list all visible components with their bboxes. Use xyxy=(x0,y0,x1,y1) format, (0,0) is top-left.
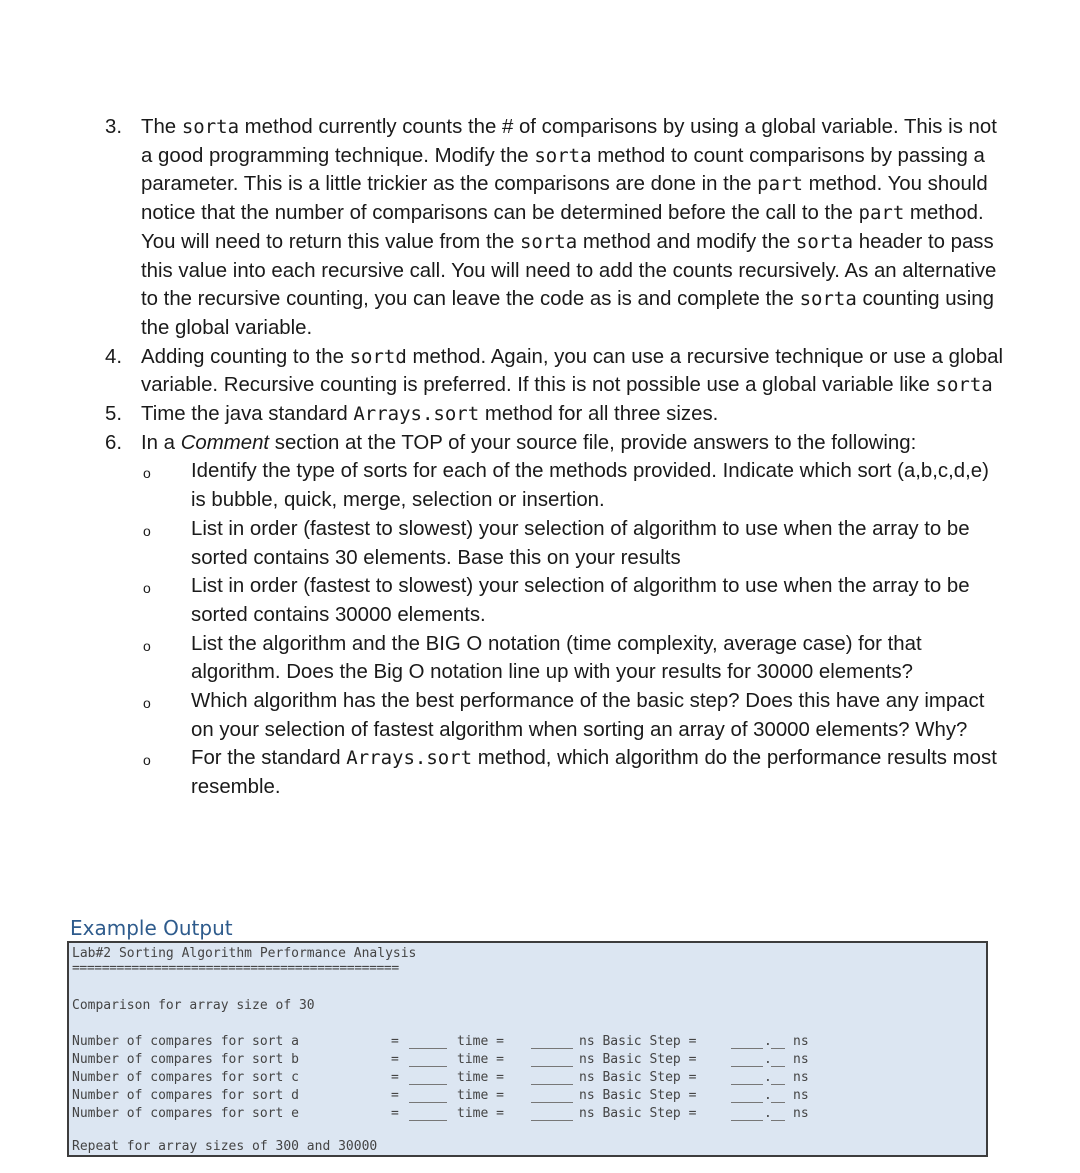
row-equals: = xyxy=(391,1106,399,1121)
bullet-icon: o xyxy=(143,580,151,597)
question-text xyxy=(191,457,1005,514)
bullet-icon: o xyxy=(143,637,151,654)
row-basic-step-label: ns Basic Step = xyxy=(579,1052,697,1067)
answer-blank xyxy=(731,1102,763,1103)
text-run: In a xyxy=(141,431,181,454)
code-term: part xyxy=(858,202,905,225)
text-run: method, which algorithm do the performance results most resemble. xyxy=(191,747,997,799)
answer-blank xyxy=(531,1102,573,1103)
output-row xyxy=(69,1106,986,1124)
question-list xyxy=(141,457,1005,801)
text-run: Adding counting to the xyxy=(141,345,350,368)
answer-blank xyxy=(409,1066,447,1067)
output-separator: ============================================ xyxy=(72,961,399,976)
item-number: 4. xyxy=(105,345,123,368)
row-label: Number of compares for sort c xyxy=(72,1070,299,1085)
text-run: method for all three sizes. xyxy=(479,403,719,426)
row-decimal-point: . xyxy=(764,1106,772,1121)
row-basic-step-label: ns Basic Step = xyxy=(579,1106,697,1121)
bullet-icon: o xyxy=(143,522,151,539)
row-unit: ns xyxy=(793,1034,809,1049)
answer-blank xyxy=(531,1084,573,1085)
question-item xyxy=(141,572,1005,629)
row-time-label: time = xyxy=(457,1088,504,1103)
instruction-item xyxy=(105,343,1005,400)
text-run: The xyxy=(141,116,182,138)
text-run: Time the java standard xyxy=(141,403,354,426)
code-term: sorta xyxy=(181,116,240,138)
question-text xyxy=(191,744,1005,801)
bullet-icon: o xyxy=(143,695,151,712)
answer-blank xyxy=(731,1066,763,1067)
row-equals: = xyxy=(391,1034,399,1049)
row-decimal-point: . xyxy=(764,1070,772,1085)
answer-blank xyxy=(531,1120,573,1121)
text-run: method and modify the xyxy=(577,230,796,253)
text-run: counting using the global variable. xyxy=(141,288,994,339)
answer-blank xyxy=(771,1120,785,1121)
question-text xyxy=(191,515,1005,572)
answer-blank xyxy=(531,1048,573,1049)
output-comparison-line: Comparison for array size of 30 xyxy=(72,998,315,1013)
text-run: List the algorithm and the BIG O notation (time complexity, average case) for that algorithm. Does the Big O notation line up with your results for 30000 elements? xyxy=(191,632,922,684)
row-unit: ns xyxy=(793,1088,809,1103)
example-output-title: Example Output xyxy=(70,916,233,940)
answer-blank xyxy=(531,1066,573,1067)
row-decimal-point: . xyxy=(764,1034,772,1049)
item-number: 3. xyxy=(105,116,123,138)
text-run: method. Again, you can use a recursive technique or use a global variable. Recursive counting is preferred. If this is not possible use a global variable like xyxy=(141,345,1004,397)
code-term: part xyxy=(757,173,803,196)
output-row xyxy=(69,1088,986,1106)
emphasis-text: Comment xyxy=(180,431,270,454)
instruction-item xyxy=(105,429,1005,802)
question-item xyxy=(141,687,1005,744)
row-basic-step-label: ns Basic Step = xyxy=(579,1034,697,1049)
text-run: method. You should notice that the number of comparisons can be determined before the call to the xyxy=(141,173,988,225)
row-label: Number of compares for sort e xyxy=(72,1106,299,1121)
item-text xyxy=(141,113,1005,343)
output-row xyxy=(69,1034,986,1052)
output-repeat-line: Repeat for array sizes of 300 and 30000 xyxy=(72,1139,378,1154)
output-header: Lab#2 Sorting Algorithm Performance Analysis xyxy=(72,946,417,961)
answer-blank xyxy=(409,1084,447,1085)
row-unit: ns xyxy=(793,1052,809,1067)
row-time-label: time = xyxy=(457,1034,504,1049)
instruction-item xyxy=(105,113,1005,343)
text-run: section at the TOP of your source file, provide answers to the following: xyxy=(269,431,917,454)
answer-blank xyxy=(771,1102,785,1103)
row-equals: = xyxy=(391,1070,399,1085)
code-term: sorta xyxy=(519,230,578,253)
question-item xyxy=(141,515,1005,572)
answer-blank xyxy=(771,1066,785,1067)
item-text xyxy=(141,343,1005,400)
example-output-box xyxy=(67,941,988,1157)
item-text xyxy=(141,429,1005,458)
row-equals: = xyxy=(391,1052,399,1067)
question-item xyxy=(141,744,1005,801)
code-term: sorta xyxy=(795,230,854,253)
text-run: method to count comparisons by passing a parameter. This is a little trickier as the comparisons are done in the xyxy=(141,144,985,196)
code-term: sorta xyxy=(534,144,592,167)
text-run: header to pass this value into each recursive call. You will need to add the counts recursively. As an alternative to the recursive counting, you can leave the code as is and complete the xyxy=(141,230,997,311)
code-term: sorta xyxy=(799,288,857,311)
row-decimal-point: . xyxy=(764,1088,772,1103)
answer-blank xyxy=(409,1048,447,1049)
text-run: method currently counts the # of comparisons by using a global variable. This is not a good programming technique. Modify the xyxy=(141,116,997,167)
code-term: Arrays.sort xyxy=(353,403,480,426)
code-term: Arrays.sort xyxy=(346,747,473,770)
answer-blank xyxy=(731,1084,763,1085)
question-item xyxy=(141,457,1005,514)
row-time-label: time = xyxy=(457,1052,504,1067)
item-number: 6. xyxy=(105,431,123,454)
answer-blank xyxy=(731,1048,763,1049)
row-basic-step-label: ns Basic Step = xyxy=(579,1070,697,1085)
row-decimal-point: . xyxy=(764,1052,772,1067)
row-time-label: time = xyxy=(457,1070,504,1085)
bullet-icon: o xyxy=(143,465,151,482)
answer-blank xyxy=(409,1120,447,1121)
text-run: method. You will need to return this value from the xyxy=(141,202,984,253)
row-unit: ns xyxy=(793,1070,809,1085)
text-run: For the standard xyxy=(191,747,347,770)
text-run: List in order (fastest to slowest) your selection of algorithm to use when the array to be sorted contains 30000 elements. xyxy=(191,575,970,626)
item-text xyxy=(141,400,1005,429)
question-item xyxy=(141,630,1005,687)
instruction-list xyxy=(105,113,1005,802)
code-term: sortd xyxy=(349,345,407,368)
answer-blank xyxy=(409,1102,447,1103)
instruction-item xyxy=(105,400,1005,429)
row-label: Number of compares for sort a xyxy=(72,1034,299,1049)
code-term: sorta xyxy=(935,374,993,397)
text-run: Which algorithm has the best performance of the basic step? Does this have any impact on your selection of fastest algorithm when sorting an array of 30000 elements? Why? xyxy=(191,690,985,741)
bullet-icon: o xyxy=(143,752,151,769)
text-run: List in order (fastest to slowest) your selection of algorithm to use when the array to be sorted contains 30 elements. Base this on your results xyxy=(191,517,970,569)
row-basic-step-label: ns Basic Step = xyxy=(579,1088,697,1103)
answer-blank xyxy=(731,1120,763,1121)
row-label: Number of compares for sort b xyxy=(72,1052,299,1067)
text-run: Identify the type of sorts for each of the methods provided. Indicate which sort (a,b,c,d,e) is bubble, quick, merge, selection or insertion. xyxy=(191,460,989,512)
question-text xyxy=(191,630,1005,687)
item-number: 5. xyxy=(105,403,123,426)
row-time-label: time = xyxy=(457,1106,504,1121)
output-row xyxy=(69,1070,986,1088)
row-unit: ns xyxy=(793,1106,809,1121)
question-text xyxy=(191,572,1005,629)
answer-blank xyxy=(771,1048,785,1049)
row-label: Number of compares for sort d xyxy=(72,1088,299,1103)
output-row xyxy=(69,1052,986,1070)
row-equals: = xyxy=(391,1088,399,1103)
question-text xyxy=(191,687,1005,744)
answer-blank xyxy=(771,1084,785,1085)
